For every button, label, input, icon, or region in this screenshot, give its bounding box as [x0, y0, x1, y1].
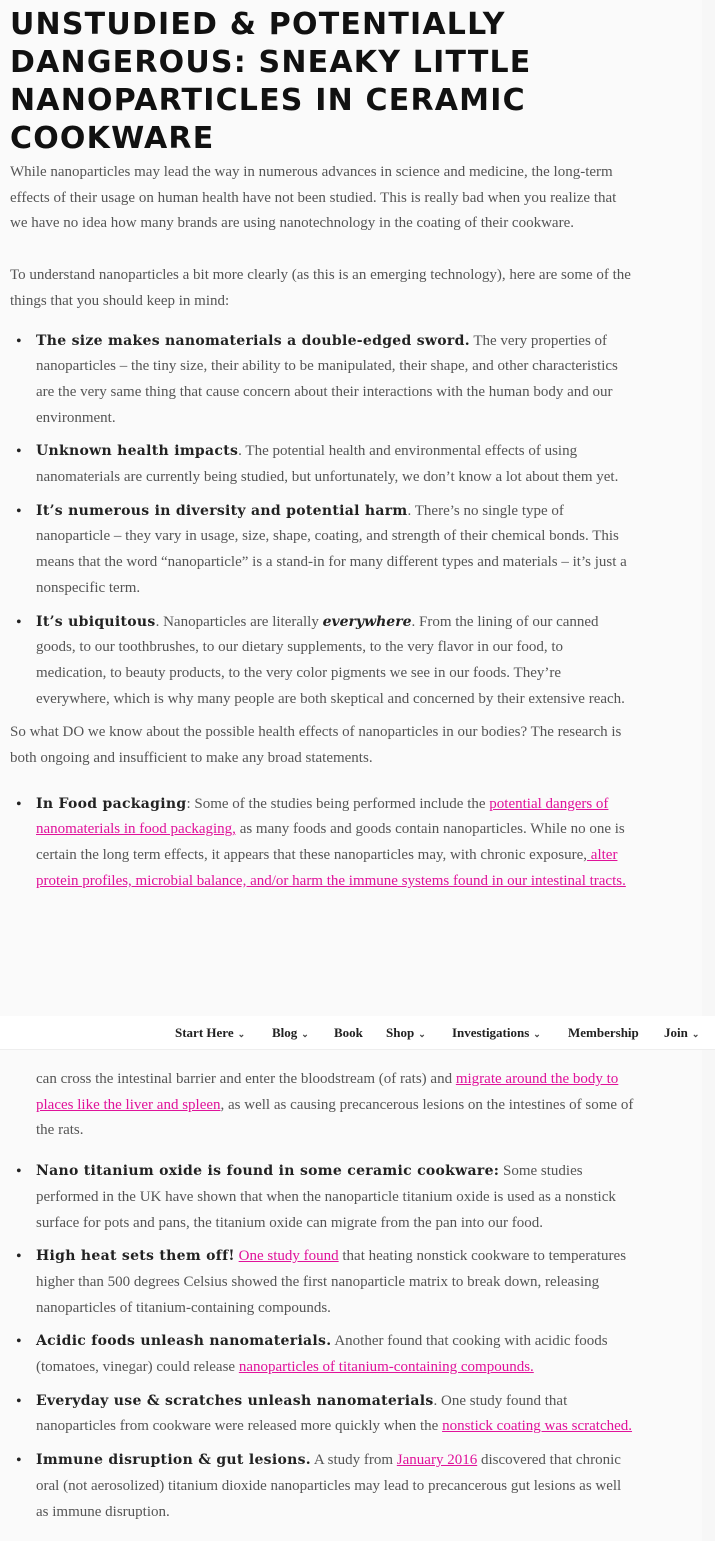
- chevron-down-icon: ⌄: [418, 1029, 426, 1039]
- point-heading: In Food packaging: [36, 795, 187, 812]
- article-body: [10, 160, 635, 903]
- nav-label: Book: [334, 1025, 363, 1040]
- nav-label: Blog: [272, 1025, 298, 1040]
- point-heading: Everyday use & scratches unleash nanomaterials: [36, 1392, 434, 1409]
- point-heading: Immune disruption & gut lesions.: [36, 1452, 311, 1469]
- nav-label: Join: [664, 1025, 688, 1040]
- nav-start-here[interactable]: [175, 1025, 245, 1041]
- liver-spleen-link[interactable]: migrate around the body to places like the liver and spleen: [36, 1071, 619, 1113]
- list-item: [36, 1244, 635, 1321]
- nav-label: Investigations: [452, 1025, 530, 1040]
- study-link[interactable]: One study found: [238, 1248, 339, 1265]
- emphasis: everywhere: [322, 613, 412, 630]
- point-text: . There’s no single type of nanoparticle – they vary in usage, size, shape, coating, and strength of their chemical bonds. This means that the word “nanoparticle” is a stand-in for many different types and materials – it’s just a nonspecific term.: [36, 502, 627, 596]
- chevron-down-icon: ⌄: [691, 1029, 700, 1039]
- point-heading: Nano titanium oxide is found in some ceramic cookware:: [36, 1163, 500, 1180]
- point-text: . From the lining of our canned goods, to our toothbrushes, to our dietary supplements, to the very flavor in our food, to medication, to beauty products, to the very color pigments we see in our foods. They’re everywhere, which is why many people are both skeptical and concerned by their extensive reach.: [36, 613, 625, 707]
- point-text: : Some of the studies being performed include the: [186, 795, 490, 812]
- nav-label: Shop: [386, 1025, 415, 1040]
- point-text: The very properties of nanoparticles – the tiny size, their ability to be manipulated, their shape, and other characteristics are the very same thing that cause concern about their interactions with the human body and our environment.: [36, 332, 618, 426]
- point-text: Another found that cooking with acidic foods (tomatoes, vinegar) could release: [36, 1333, 608, 1376]
- point-heading: Acidic foods unleash nanomaterials.: [36, 1333, 332, 1350]
- lead-paragraph: To understand nanoparticles a bit more clearly (as this is an emerging technology), here are some of the things that you should keep in mind:: [10, 267, 631, 309]
- point-text: that heating nonstick cookware to temperatures higher than 500 degrees Celsius showed the first nanoparticle matrix to break down, releasing nanoparticles of titanium-containing compounds.: [36, 1248, 627, 1316]
- point-text: . One study found that nanoparticles from cookware were released more quickly when the: [36, 1392, 568, 1435]
- list-item: [36, 499, 635, 602]
- nav-join[interactable]: [664, 1025, 699, 1041]
- point-heading: It’s ubiquitous: [36, 613, 156, 630]
- list-item: [36, 610, 635, 713]
- evidence-list: [10, 792, 635, 895]
- point-heading: It’s numerous in diversity and potential harm: [36, 502, 408, 519]
- point-text: as many foods and goods contain nanoparticles. While no one is certain the long term effects, it appears that these nanoparticles may, with chronic exposure,: [36, 821, 625, 864]
- nav-investigations[interactable]: [452, 1025, 541, 1041]
- january-2016-link[interactable]: January 2016: [396, 1452, 478, 1469]
- list-item: [36, 1329, 635, 1380]
- question-paragraph: So what DO we know about the possible health effects of nanoparticles in our bodies? The research is both ongoing and insufficient to make any broad statements.: [10, 724, 622, 767]
- article-title: UNSTUDIED & POTENTIALLY DANGEROUS: SNEAKY LITTLE NANOPARTICLES IN CERAMIC COOKWARE: [10, 7, 532, 156]
- nav-label: Start Here: [175, 1025, 234, 1040]
- article-body-continued: [10, 1052, 635, 1533]
- point-heading: High heat sets them off!: [36, 1248, 235, 1265]
- point-text: . Nanoparticles are literally: [155, 613, 323, 630]
- list-item: [36, 1448, 635, 1525]
- titanium-compounds-link[interactable]: nanoparticles of titanium-containing compounds.: [238, 1359, 534, 1376]
- nav-book[interactable]: [334, 1025, 363, 1041]
- food-packaging-link[interactable]: potential dangers of nanomaterials in food packaging,: [36, 795, 609, 838]
- scratched-coating-link[interactable]: nonstick coating was scratched.: [442, 1418, 633, 1435]
- chevron-down-icon: ⌄: [301, 1029, 309, 1039]
- point-text: discovered that chronic oral (not aerosolized) titanium dioxide nanoparticles may lead to precancerous gut lesions as well as immune disruption.: [36, 1452, 622, 1520]
- list-item: [36, 792, 635, 895]
- list-item: [36, 1389, 635, 1440]
- point-heading: Unknown health impacts: [36, 443, 239, 460]
- nav-blog[interactable]: [272, 1025, 309, 1041]
- nav-membership[interactable]: [568, 1025, 639, 1041]
- list-item: [36, 439, 635, 490]
- nav-label: Membership: [568, 1025, 639, 1040]
- point-heading: The size makes nanomaterials a double-edged sword.: [36, 332, 470, 349]
- chevron-down-icon: ⌄: [533, 1029, 541, 1039]
- intro-paragraph: While nanoparticles may lead the way in numerous advances in science and medicine, the long-term effects of their usage on human health have not been studied. This is really bad when you realize that we have no idea how many brands are using nanotechnology in the coating of their cookware.: [10, 164, 617, 232]
- point-text: , as well as causing precancerous lesions on the intestines of some of the rats.: [36, 1096, 634, 1139]
- list-item: [36, 329, 635, 432]
- evidence-list-2: [10, 1159, 635, 1525]
- point-text: A study from: [310, 1452, 397, 1469]
- point-text: can cross the intestinal barrier and enter the bloodstream (of rats) and: [36, 1071, 456, 1087]
- point-text: Some studies performed in the UK have shown that when the nanoparticle titanium oxide is used as a nonstick surface for pots and pans, the titanium oxide can migrate from the pan into our food.: [36, 1163, 616, 1231]
- chevron-down-icon: ⌄: [237, 1029, 246, 1039]
- intestinal-tract-link[interactable]: alter protein profiles, microbial balance, and/or harm the immune systems found in our intestinal tracts.: [36, 847, 626, 889]
- continued-text: [10, 1067, 635, 1144]
- sticky-nav-bar: [0, 1016, 715, 1050]
- list-item: [36, 1159, 635, 1236]
- point-text: . The potential health and environmental effects of using nanomaterials are currently being studied, but unfortunately, we don’t know a lot about them yet.: [36, 443, 619, 486]
- nav-shop[interactable]: [386, 1025, 426, 1041]
- key-points-list: [10, 329, 635, 713]
